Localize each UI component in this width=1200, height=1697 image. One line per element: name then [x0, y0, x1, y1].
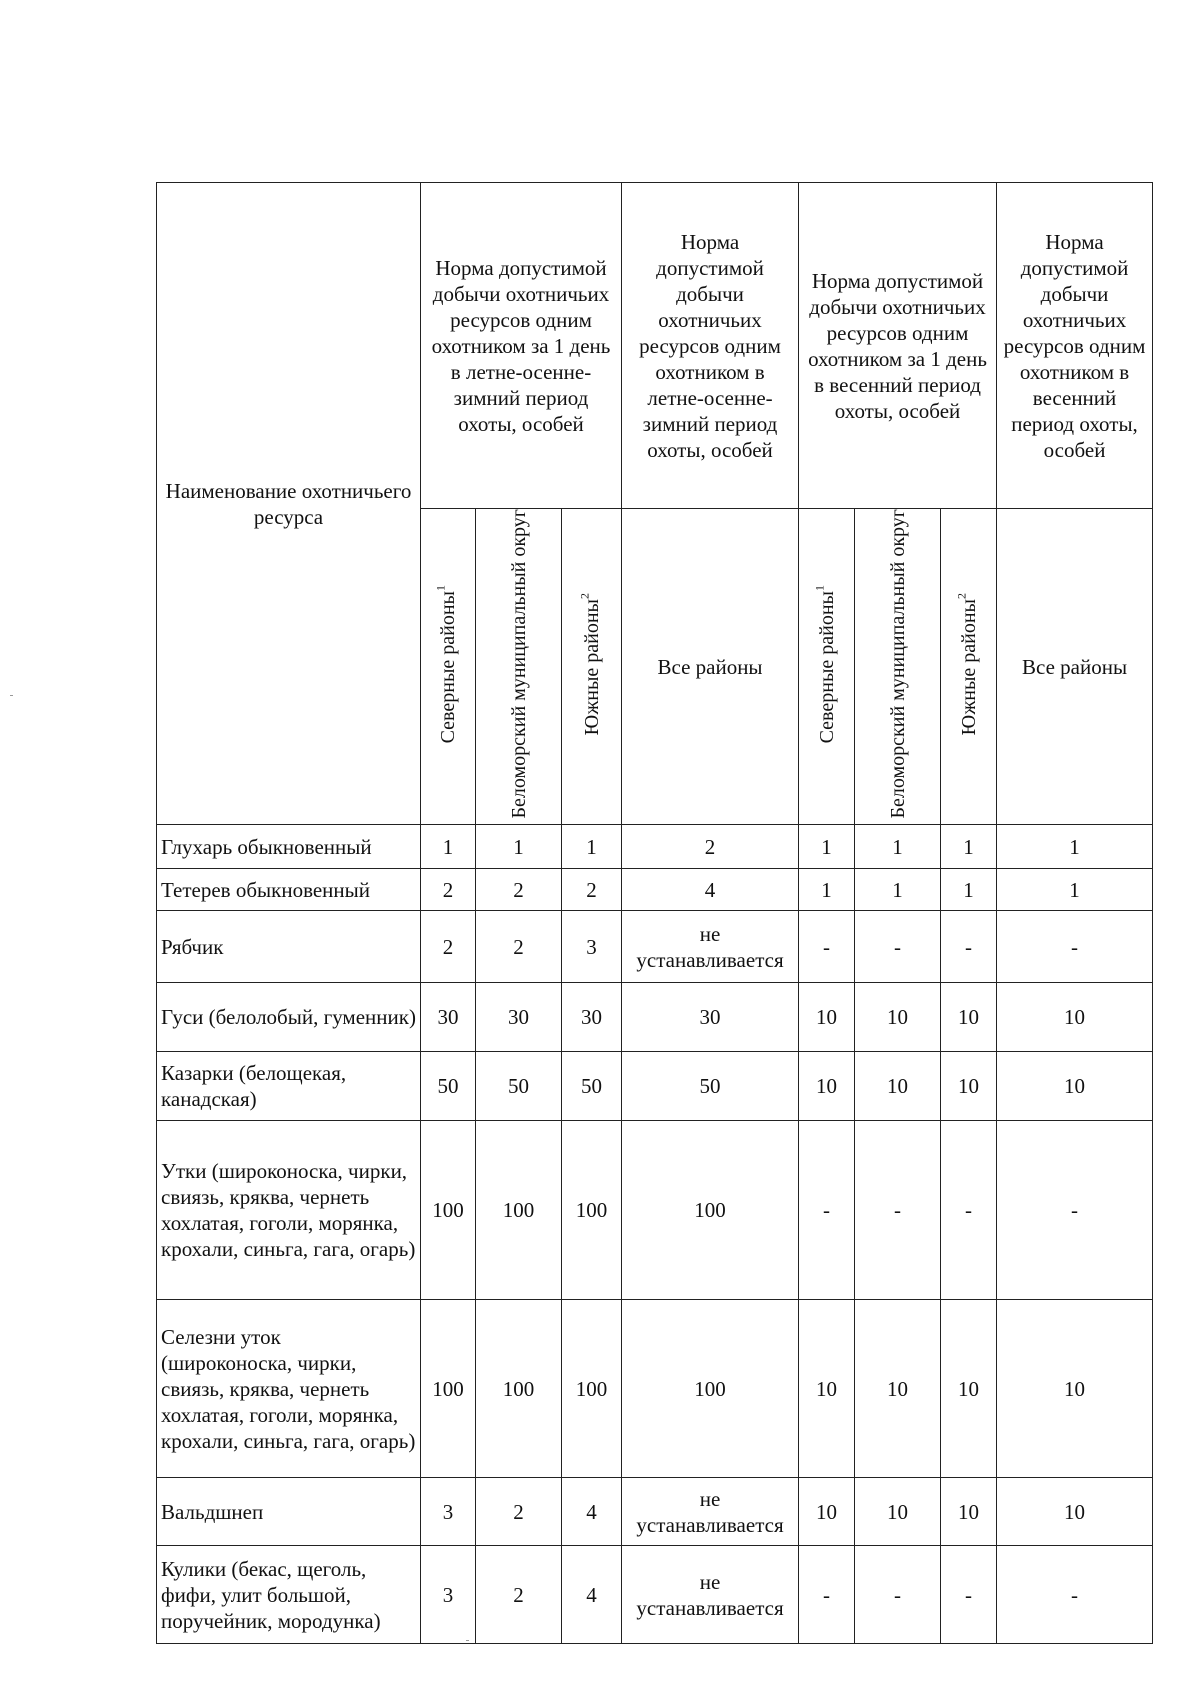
value-cell: -: [997, 911, 1153, 983]
resource-name-cell: Казарки (белощекая, канадская): [157, 1052, 421, 1121]
value-cell: 2: [622, 825, 799, 869]
belomorsk-district-label: Беломорский муниципальный округ: [507, 509, 530, 819]
value-cell: 1: [997, 869, 1153, 911]
value-cell: 10: [855, 1300, 941, 1478]
group-header-summer-season: Норма допустимой добычи охотничьих ресурсов одним охотником в летне-осенне-зимний период охоты, особей: [622, 183, 799, 509]
value-cell: -: [799, 911, 855, 983]
value-cell: 10: [799, 1300, 855, 1478]
south-districts-label: Южные районы: [580, 598, 603, 735]
value-cell: 4: [562, 1478, 622, 1546]
value-cell: не устанавливается: [622, 1478, 799, 1546]
subheader-south-districts: [562, 509, 622, 825]
value-cell: 3: [421, 1478, 476, 1546]
value-cell: 1: [421, 825, 476, 869]
value-cell: 3: [421, 1546, 476, 1644]
value-cell: 10: [997, 1052, 1153, 1121]
value-cell: 10: [799, 1478, 855, 1546]
value-cell: 2: [562, 869, 622, 911]
value-cell: 2: [476, 1478, 562, 1546]
value-cell: 30: [622, 983, 799, 1052]
table-row: [157, 1478, 1153, 1546]
subheader-all-districts-spring: Все районы: [997, 509, 1153, 825]
table-row: [157, 825, 1153, 869]
footnote-2-mark: 2: [953, 592, 968, 599]
value-cell: 10: [941, 1478, 997, 1546]
value-cell: 50: [476, 1052, 562, 1121]
resource-name-cell: Рябчик: [157, 911, 421, 983]
footnote-1-mark: 1: [811, 584, 826, 591]
resource-name-cell: Вальдшнеп: [157, 1478, 421, 1546]
north-districts-label: Северные районы: [815, 590, 838, 743]
north-districts-label: Северные районы: [437, 590, 459, 743]
value-cell: -: [799, 1546, 855, 1644]
value-cell: -: [941, 1121, 997, 1300]
value-cell: 100: [562, 1121, 622, 1300]
value-cell: 1: [799, 869, 855, 911]
group-header-spring-season: Норма допустимой добычи охотничьих ресурсов одним охотником в весенний период охоты, особей: [997, 183, 1153, 509]
value-cell: 100: [562, 1300, 622, 1478]
resource-name-cell: Гуси (белолобый, гуменник): [157, 983, 421, 1052]
value-cell: 30: [562, 983, 622, 1052]
table-row: [157, 1546, 1153, 1644]
value-cell: 1: [941, 825, 997, 869]
resource-name-cell: Глухарь обыкновенный: [157, 825, 421, 869]
value-cell: 10: [997, 983, 1153, 1052]
value-cell: 50: [562, 1052, 622, 1121]
value-cell: 3: [562, 911, 622, 983]
value-cell: 100: [476, 1300, 562, 1478]
value-cell: -: [855, 1546, 941, 1644]
value-cell: 30: [476, 983, 562, 1052]
value-cell: 10: [799, 1052, 855, 1121]
value-cell: 100: [622, 1300, 799, 1478]
value-cell: 10: [941, 1300, 997, 1478]
value-cell: 2: [421, 911, 476, 983]
footnote-2-mark: 2: [576, 592, 591, 599]
value-cell: 10: [799, 983, 855, 1052]
value-cell: 10: [997, 1478, 1153, 1546]
value-cell: 1: [855, 825, 941, 869]
scan-speck: [466, 1640, 469, 1641]
value-cell: 10: [855, 1052, 941, 1121]
table-row: [157, 983, 1153, 1052]
table-row: [157, 1052, 1153, 1121]
value-cell: не устанавливается: [622, 1546, 799, 1644]
value-cell: 2: [476, 869, 562, 911]
value-cell: -: [941, 911, 997, 983]
subheader-belomorsk-district: [476, 509, 562, 825]
value-cell: 10: [941, 1052, 997, 1121]
value-cell: 1: [997, 825, 1153, 869]
value-cell: 2: [421, 869, 476, 911]
resource-name-header: Наименование охотничьего ресурса: [157, 183, 421, 825]
value-cell: 100: [421, 1300, 476, 1478]
value-cell: не устанавливается: [622, 911, 799, 983]
value-cell: 1: [855, 869, 941, 911]
value-cell: 4: [622, 869, 799, 911]
value-cell: 100: [622, 1121, 799, 1300]
value-cell: 10: [855, 983, 941, 1052]
table-row: [157, 869, 1153, 911]
value-cell: 50: [421, 1052, 476, 1121]
subheader-all-districts: Все районы: [622, 509, 799, 825]
table-body: [157, 825, 1153, 1644]
subheader-belomorsk-district-spring: [855, 509, 941, 825]
subheader-north-districts-spring: [799, 509, 855, 825]
header-row-groups: [157, 183, 1153, 509]
subheader-south-districts-spring: [941, 509, 997, 825]
value-cell: -: [997, 1121, 1153, 1300]
resource-name-cell: Утки (широконоска, чирки, свиязь, кряква, чернеть хохлатая, гоголи, морянка, крохали, синьга, гага, огарь): [157, 1121, 421, 1300]
value-cell: 100: [476, 1121, 562, 1300]
value-cell: -: [997, 1546, 1153, 1644]
value-cell: -: [799, 1121, 855, 1300]
value-cell: 1: [562, 825, 622, 869]
value-cell: -: [941, 1546, 997, 1644]
footnote-1-mark: 1: [433, 584, 448, 591]
value-cell: 10: [941, 983, 997, 1052]
value-cell: 30: [421, 983, 476, 1052]
group-header-summer-daily: Норма допустимой добычи охотничьих ресурсов одним охотником за 1 день в летне-осенне-зимний период охоты, особей: [421, 183, 622, 509]
resource-name-cell: Кулики (бекас, щеголь, фифи, улит большой, поручейник, мородунка): [157, 1546, 421, 1644]
scan-speck: [10, 695, 13, 696]
value-cell: -: [855, 1121, 941, 1300]
value-cell: -: [855, 911, 941, 983]
belomorsk-district-label: Беломорский муниципальный округ: [886, 509, 909, 819]
value-cell: 50: [622, 1052, 799, 1121]
value-cell: 100: [421, 1121, 476, 1300]
table-row: [157, 1300, 1153, 1478]
value-cell: 1: [941, 869, 997, 911]
subheader-north-districts: [421, 509, 476, 825]
value-cell: 1: [799, 825, 855, 869]
value-cell: 1: [476, 825, 562, 869]
south-districts-label: Южные районы: [957, 598, 980, 735]
table-row: [157, 1121, 1153, 1300]
table-row: [157, 911, 1153, 983]
value-cell: 10: [997, 1300, 1153, 1478]
resource-name-cell: Селезни уток (широконоска, чирки, свиязь, кряква, чернеть хохлатая, гоголи, морянка, крохали, синьга, гага, огарь): [157, 1300, 421, 1478]
value-cell: 4: [562, 1546, 622, 1644]
resource-name-cell: Тетерев обыкновенный: [157, 869, 421, 911]
value-cell: 10: [855, 1478, 941, 1546]
value-cell: 2: [476, 911, 562, 983]
value-cell: 2: [476, 1546, 562, 1644]
group-header-spring-daily: Норма допустимой добычи охотничьих ресурсов одним охотником за 1 день в весенний период охоты, особей: [799, 183, 997, 509]
hunting-norms-table: [156, 182, 1153, 1644]
